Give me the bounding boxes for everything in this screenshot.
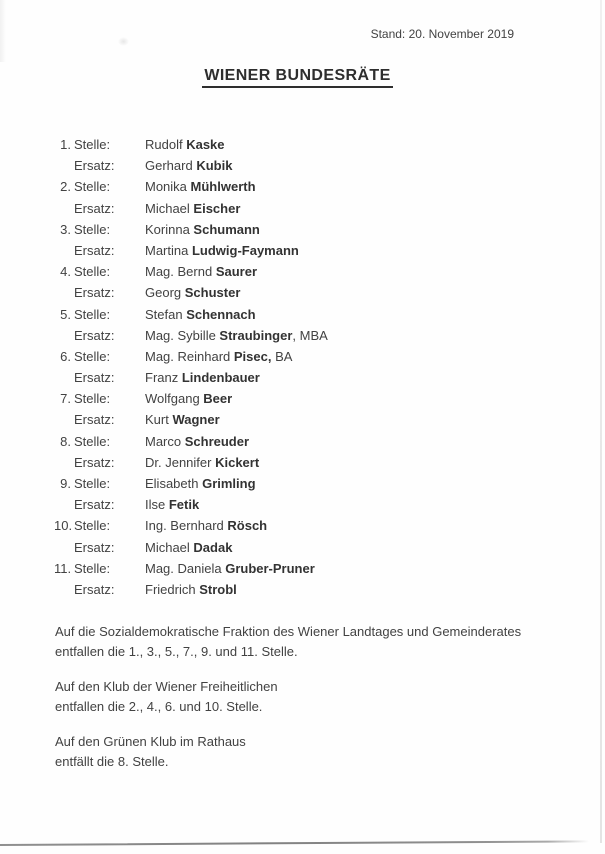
row-type-label: Ersatz: <box>74 285 115 301</box>
roster-row <box>54 223 328 244</box>
row-label-cell <box>54 329 145 343</box>
person-name <box>145 286 240 300</box>
person-name <box>145 435 249 449</box>
row-label-cell <box>54 159 145 173</box>
person-name <box>145 159 232 173</box>
stelle-number: 6. <box>60 348 71 364</box>
stelle-number <box>54 541 71 555</box>
name-surname: Strobl <box>199 581 237 597</box>
name-given: Kurt <box>145 412 173 428</box>
person-name <box>145 392 232 406</box>
roster-row <box>54 477 328 498</box>
roster-row <box>54 202 328 223</box>
roster-row <box>54 138 328 159</box>
person-name <box>145 519 267 533</box>
name-suffix: BA <box>271 348 293 364</box>
person-name <box>145 308 256 322</box>
row-type-label: Ersatz: <box>74 581 115 597</box>
name-given: Korinna <box>145 221 194 237</box>
name-given: Friedrich <box>145 581 200 597</box>
row-type-label: Ersatz: <box>74 412 115 428</box>
row-label-cell <box>54 308 145 322</box>
row-type-label: Stelle: <box>74 476 111 491</box>
name-given: Gerhard <box>145 158 197 174</box>
roster-row <box>54 541 328 562</box>
row-label-cell <box>54 138 145 152</box>
row-type-label: Ersatz: <box>74 539 115 555</box>
stelle-number: 5. <box>60 306 71 322</box>
row-type-label: Stelle: <box>74 391 111 407</box>
row-type-label: Stelle: <box>74 264 111 280</box>
row-type-label: Ersatz: <box>74 454 115 470</box>
scan-corner-artifact <box>0 0 6 62</box>
person-name <box>145 371 260 385</box>
roster-row <box>54 265 328 286</box>
row-type-label: Stelle: <box>74 348 111 364</box>
stelle-number: 8. <box>60 433 71 449</box>
person-name <box>145 138 225 152</box>
stelle-number: 2. <box>60 179 71 195</box>
stelle-number: 4. <box>60 264 71 280</box>
row-label-cell <box>54 244 145 258</box>
scan-right-edge <box>600 0 602 843</box>
name-given: Mag. Reinhard <box>145 348 234 364</box>
row-type-label: Ersatz: <box>74 497 115 513</box>
allocation-paragraph <box>55 622 521 662</box>
name-given: Martina <box>145 242 192 258</box>
stelle-number <box>54 583 71 597</box>
stelle-number <box>54 413 71 427</box>
person-name <box>145 498 199 512</box>
name-given: Wolfgang <box>145 391 204 407</box>
row-type-label: Stelle: <box>74 306 111 322</box>
stelle-number: 9. <box>60 476 71 491</box>
row-type-label: Ersatz: <box>74 158 115 174</box>
row-label-cell <box>54 477 145 491</box>
roster-row <box>54 392 328 413</box>
person-name <box>145 180 256 194</box>
name-surname: Grimling <box>202 476 256 491</box>
row-type-label: Stelle: <box>74 179 111 195</box>
stand-date: Stand: 20. November 2019 <box>370 27 514 41</box>
name-given: Stefan <box>145 306 187 322</box>
roster-row <box>54 519 328 540</box>
name-surname: Pisec, <box>233 348 272 364</box>
paragraph-line: Auf die Sozialdemokratische Fraktion des Wiener Landtages und Gemeinderates <box>55 624 522 639</box>
row-label-cell <box>54 456 145 470</box>
stelle-number: 10. <box>54 518 73 534</box>
name-surname: Ludwig-Faymann <box>191 242 299 258</box>
name-surname: Rösch <box>227 518 268 534</box>
stelle-number <box>54 456 71 470</box>
row-label-cell <box>54 392 145 406</box>
paragraph-line: entfallen die 1., 3., 5., 7., 9. und 11. Stelle. <box>55 644 298 659</box>
name-surname: Kubik <box>196 158 233 174</box>
roster-row <box>54 498 328 519</box>
name-surname: Kickert <box>215 454 260 470</box>
row-label-cell <box>54 562 145 576</box>
person-name <box>145 562 315 576</box>
document-title-wrap <box>0 67 605 88</box>
notes-section <box>55 622 521 787</box>
row-label-cell <box>54 265 145 279</box>
name-given: Mag. Daniela <box>145 560 226 576</box>
row-label-cell <box>54 435 145 449</box>
name-given: Monika <box>145 179 191 195</box>
roster-row <box>54 583 328 604</box>
row-label-cell <box>54 180 145 194</box>
scan-bottom-edge <box>0 840 589 846</box>
name-given: Georg <box>145 285 185 301</box>
name-surname: Schumann <box>193 221 260 237</box>
row-type-label: Stelle: <box>74 560 111 576</box>
name-surname: Lindenbauer <box>181 370 260 386</box>
row-type-label: Ersatz: <box>74 370 115 386</box>
row-label-cell <box>54 202 145 216</box>
name-surname: Schreuder <box>184 433 250 449</box>
name-given: Rudolf <box>145 137 187 152</box>
person-name <box>145 329 328 343</box>
roster-row <box>54 180 328 201</box>
scan-smudge-artifact <box>118 37 129 46</box>
name-given: Franz <box>145 370 182 386</box>
stelle-number <box>54 159 71 173</box>
row-label-cell <box>54 583 145 597</box>
stelle-number <box>54 286 71 300</box>
name-surname: Gruber-Pruner <box>225 560 315 576</box>
row-type-label: Ersatz: <box>74 200 115 216</box>
name-given: Dr. Jennifer <box>145 454 216 470</box>
person-name <box>145 413 220 427</box>
name-surname: Kaske <box>186 137 225 152</box>
row-label-cell <box>54 371 145 385</box>
row-label-cell <box>54 498 145 512</box>
row-type-label: Stelle: <box>74 137 111 152</box>
name-surname: Fetik <box>168 497 200 513</box>
roster-row <box>54 329 328 350</box>
roster-row <box>54 413 328 434</box>
row-label-cell <box>54 223 145 237</box>
person-name <box>145 244 299 258</box>
roster-row <box>54 435 328 456</box>
person-name <box>145 202 240 216</box>
person-name <box>145 350 292 364</box>
stelle-number <box>54 371 71 385</box>
roster-row <box>54 286 328 307</box>
row-label-cell <box>54 350 145 364</box>
name-given: Mag. Bernd <box>145 264 216 280</box>
name-surname: Wagner <box>172 412 220 428</box>
name-given: Michael <box>145 200 194 216</box>
stelle-number <box>54 244 71 258</box>
roster-row <box>54 562 328 583</box>
person-name <box>145 477 256 491</box>
name-given: Michael <box>145 539 194 555</box>
stelle-number <box>54 202 71 216</box>
row-label-cell <box>54 541 145 555</box>
name-suffix: , MBA <box>292 327 328 343</box>
name-surname: Straubinger <box>219 327 293 343</box>
paragraph-line: entfallen die 2., 4., 6. und 10. Stelle. <box>55 699 263 714</box>
name-surname: Schuster <box>184 285 241 301</box>
row-label-cell <box>54 519 145 533</box>
paragraph-line: Auf den Grünen Klub im Rathaus <box>55 734 246 749</box>
person-name <box>145 265 257 279</box>
name-surname: Schennach <box>186 306 256 322</box>
name-given: Ing. Bernhard <box>145 518 228 534</box>
paragraph-line: entfällt die 8. Stelle. <box>55 754 169 769</box>
page-title: WIENER BUNDESRÄTE <box>202 67 392 88</box>
stelle-number <box>54 498 71 512</box>
row-type-label: Ersatz: <box>74 242 115 258</box>
name-surname: Saurer <box>215 264 258 280</box>
row-type-label: Stelle: <box>74 518 111 534</box>
name-surname: Eischer <box>193 200 241 216</box>
roster-row <box>54 308 328 329</box>
row-label-cell <box>54 286 145 300</box>
name-surname: Mühlwerth <box>190 179 256 195</box>
roster-row <box>54 350 328 371</box>
stelle-number: 3. <box>60 221 71 237</box>
name-given: Ilse <box>145 497 169 513</box>
name-given: Elisabeth <box>145 476 203 491</box>
person-name <box>145 541 232 555</box>
roster-row <box>54 456 328 477</box>
person-name <box>145 583 237 597</box>
roster-list <box>54 138 328 604</box>
stelle-number: 7. <box>60 391 71 407</box>
person-name <box>145 223 260 237</box>
row-type-label: Stelle: <box>74 221 111 237</box>
row-label-cell <box>54 413 145 427</box>
person-name <box>145 456 259 470</box>
roster-row <box>54 371 328 392</box>
name-given: Marco <box>145 433 185 449</box>
roster-row <box>54 244 328 265</box>
name-surname: Dadak <box>193 539 233 555</box>
name-surname: Beer <box>203 391 233 407</box>
roster-row <box>54 159 328 180</box>
name-given: Mag. Sybille <box>145 327 220 343</box>
stelle-number: 1. <box>60 137 71 152</box>
allocation-paragraph <box>55 677 521 717</box>
allocation-paragraph <box>55 732 521 772</box>
row-type-label: Stelle: <box>74 433 111 449</box>
row-type-label: Ersatz: <box>74 327 115 343</box>
paragraph-line: Auf den Klub der Wiener Freiheitlichen <box>55 679 278 694</box>
stelle-number: 11. <box>54 560 72 576</box>
stelle-number <box>54 329 71 343</box>
